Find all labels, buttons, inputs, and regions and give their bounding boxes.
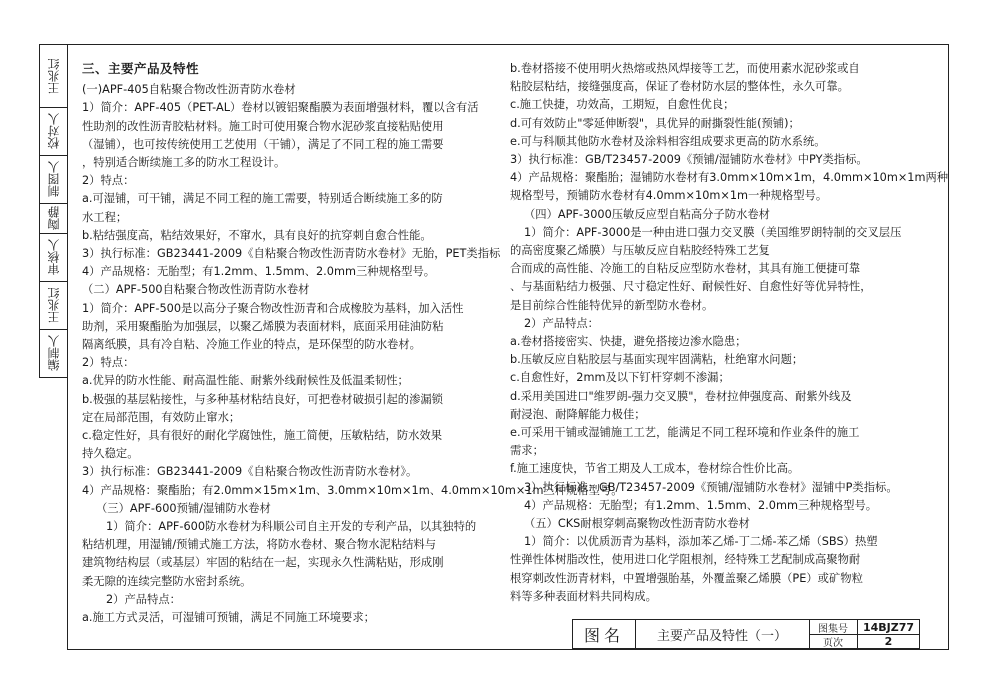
paragraph-line: 、与基面粘结力极强、尺寸稳定性好、耐候性好、自愈性好等优异特性， xyxy=(510,280,872,294)
paragraph-line: 隔离纸膜，具有冷自粘、冷施工作业的特点，是环保型的防水卷材。 xyxy=(82,338,421,352)
sidebar-cell: 陶静 xyxy=(47,206,61,230)
page-label: 页次 xyxy=(823,638,843,649)
paragraph-line: 规格型号，预铺防水卷材有4.0mm×10m×1m一种规格型号。 xyxy=(510,189,828,203)
section-heading: 三、主要产品及特性 xyxy=(82,61,200,76)
sidebar-cell: 王兆红 xyxy=(47,58,61,94)
paragraph-line: 3）执行标准：GB23441-2009《自粘聚合物改性沥青防水卷材》无胎，PET类指标 xyxy=(82,247,501,261)
paragraph-line: 4）产品规格：无胎型；有1.2mm、1.5mm、2.0mm三种规格型号。 xyxy=(524,498,878,512)
subsection-heading: （三）APF-600预铺/湿铺防水卷材 xyxy=(96,501,271,515)
paragraph-line: b.极强的基层粘接性，与多种基材粘结良好，可把卷材破损引起的渗漏锁 xyxy=(82,392,443,406)
paragraph-line: 性助剂的改性沥青胶粘材料。施工时可使用聚合物水泥砂浆直接粘贴使用 xyxy=(82,119,444,133)
page-number: 2 xyxy=(884,635,893,648)
paragraph-line: 3）执行标准：GB/T23457-2009《预铺/湿铺防水卷材》中PY类指标。 xyxy=(510,153,868,167)
paragraph-line: 根穿刺改性沥青材料，中置增强胎基，外覆盖聚乙烯膜（PE）或矿物粒 xyxy=(510,571,863,585)
paragraph-line: 2）特点： xyxy=(82,356,135,370)
subsection-heading: （五）CKS耐根穿刺高聚物改性沥青防水卷材 xyxy=(524,517,750,531)
paragraph-line: 料等多种表面材料共同构成。 xyxy=(510,589,657,603)
atlas-number-label: 图集号 xyxy=(818,623,848,635)
atlas-number-value: 14BJZ77 xyxy=(862,620,915,634)
paragraph-line: f.施工速度快，节省工期及人工成本，卷材综合性价比高。 xyxy=(510,462,800,476)
title-label: 图名 xyxy=(583,625,624,645)
subsection-heading: （二）APF-500自粘聚合物改性沥青防水卷材 xyxy=(82,283,310,297)
paragraph-line: d.可有效防止"零延伸断裂"，具优异的耐撕裂性能(预铺)； xyxy=(510,116,800,130)
paragraph-line: 4）产品规格：聚酯胎；湿铺防水卷材有3.0mm×10m×1m，4.0mm×10m×1m两种 xyxy=(510,171,949,185)
paragraph-line: 是目前综合性能特优异的新型防水卷材。 xyxy=(510,298,714,312)
paragraph-line: 1）简介：以优质沥青为基料，添加苯乙烯-丁二烯-苯乙烯（SBS）热塑 xyxy=(524,535,878,549)
paragraph-line: 助剂，采用聚酯胎为加强层，以聚乙烯膜为表面材料，底面采用硅油防粘 xyxy=(82,319,444,333)
paragraph-line: 1）简介：APF-3000是一种由进口强力交叉膜（美国维罗朗特制的交叉层压 xyxy=(524,225,902,239)
sidebar-cell: 制图人 xyxy=(47,161,61,197)
paragraph-line: a.卷材搭接密实、快捷，避免搭接边渗水隐患； xyxy=(510,335,747,349)
paragraph-line: b.卷材搭接不使用明火热熔或热风焊接等工艺，而使用素水泥砂浆或自 xyxy=(510,62,860,75)
paragraph-line: 2）特点： xyxy=(82,174,135,188)
paragraph-line: 的高密度聚乙烯膜）与压敏反应自粘胶经特殊工艺复 xyxy=(510,244,770,258)
paragraph-line: b.压敏反应自粘胶层与基面实现牢固满粘，杜绝窜水问题； xyxy=(510,353,804,367)
paragraph-line: 性弹性体树脂改性，使用进口化学阻根剂，经特殊工艺配制成高聚物耐 xyxy=(510,553,861,567)
paragraph-line: 4）产品规格：聚酯胎；有2.0mm×15m×1m、3.0mm×10m×1m、4.0mm×10m×1m三种规格型号。 xyxy=(82,483,623,497)
right-column xyxy=(510,60,949,606)
paragraph-line: 建筑物结构层（或基层）牢固的粘结在一起，实现永久性满粘贴，形成刚 xyxy=(82,556,444,570)
paragraph-line: e.可与科顺其他防水卷材及涂料相容组成要求更高的防水系统。 xyxy=(510,134,826,148)
subsection-heading: （四）APF-3000压敏反应型自粘高分子防水卷材 xyxy=(524,207,770,221)
paragraph-line: 水工程； xyxy=(82,210,128,224)
paragraph-line: a.优异的防水性能、耐高温性能、耐紫外线耐候性及低温柔韧性； xyxy=(82,374,409,388)
paragraph-line: 合而成的高性能、冷施工的自粘反应型防水卷材，其具有施工便捷可靠 xyxy=(510,262,861,276)
paragraph-line: 1）简介：APF-405（PET-AL）卷材以镀铝聚酯膜为表面增强材料，覆以含有活 xyxy=(82,101,479,115)
paragraph-line: e.可采用干铺或湿铺施工工艺，能满足不同工程环境和作业条件的施工 xyxy=(510,426,860,440)
paragraph-line: 2）产品特点： xyxy=(524,316,599,330)
paragraph-line: 3）执行标准：GB/T23457-2009《预铺/湿铺防水卷材》湿铺中P类指标。 xyxy=(524,480,898,494)
approval-sidebar xyxy=(39,44,68,378)
paragraph-line: 柔无隙的连续完整防水密封系统。 xyxy=(82,574,252,588)
paragraph-line: （湿铺），也可按传统使用工艺使用（干铺），满足了不同工程的施工需要 xyxy=(82,137,444,151)
paragraph-line: 粘结机理，用湿铺/预铺式施工方法，将防水卷材、聚合物水泥粘结料与 xyxy=(82,538,437,552)
paragraph-line: 1）简介：APF-600防水卷材为科顺公司自主开发的专利产品，以其独特的 xyxy=(106,520,477,534)
title-block xyxy=(572,619,920,649)
paragraph-line: c.稳定性好，具有很好的耐化学腐蚀性，施工简便，压敏粘结，防水效果 xyxy=(82,429,443,443)
paragraph-line: ，特别适合断续施工多的防水工程设计。 xyxy=(82,156,286,170)
paragraph-line: 粘胶层粘结，接缝强度高，保证了卷材防水层的整体性，永久可靠。 xyxy=(510,80,849,94)
paragraph-line: 2）产品特点： xyxy=(106,592,181,606)
paragraph-line: 定在局部范围，有效防止窜水； xyxy=(82,410,241,424)
paragraph-line: 需求； xyxy=(510,444,544,458)
sidebar-cell: 编制人 xyxy=(47,335,61,371)
paragraph-line: (一)APF-405自粘聚合物改性沥青防水卷材 xyxy=(82,83,296,97)
paragraph-line: 1）简介：APF-500是以高分子聚合物改性沥青和合成橡胶为基料，加入活性 xyxy=(82,301,464,315)
drawing-title: 主要产品及特性（一） xyxy=(656,628,787,644)
paragraph-line: 4）产品规格：无胎型；有1.2mm、1.5mm、2.0mm三种规格型号。 xyxy=(82,265,436,279)
paragraph-line: 耐浸泡、耐降解能力极佳； xyxy=(510,407,646,421)
paragraph-line: b.粘结强度高，粘结效果好，不窜水，具有良好的抗穿刺自愈合性能。 xyxy=(82,228,432,242)
sidebar-cell: 校对人 xyxy=(47,113,61,149)
sidebar-cell: 审核人 xyxy=(47,239,61,275)
paragraph-line: 3）执行标准：GB23441-2009《自粘聚合物改性沥青防水卷材》。 xyxy=(82,465,418,479)
paragraph-line: a.可湿铺，可干铺，满足不同工程的施工需要，特别适合断续施工多的防 xyxy=(82,192,443,206)
paragraph-line: d.采用美国进口"维罗朗-强力交叉膜"，卷材拉伸强度高、耐紫外线及 xyxy=(510,389,852,403)
paragraph-line: c.施工快捷，功效高，工期短，自愈性优良； xyxy=(510,98,735,112)
paragraph-line: 持久稳定。 xyxy=(82,447,139,461)
paragraph-line: c.自愈性好，2mm及以下钉杆穿刺不渗漏； xyxy=(510,371,730,385)
paragraph-line: a.施工方式灵活，可湿铺可预铺，满足不同施工环境要求； xyxy=(82,611,375,625)
sidebar-cell: 王兆红 xyxy=(47,287,61,323)
